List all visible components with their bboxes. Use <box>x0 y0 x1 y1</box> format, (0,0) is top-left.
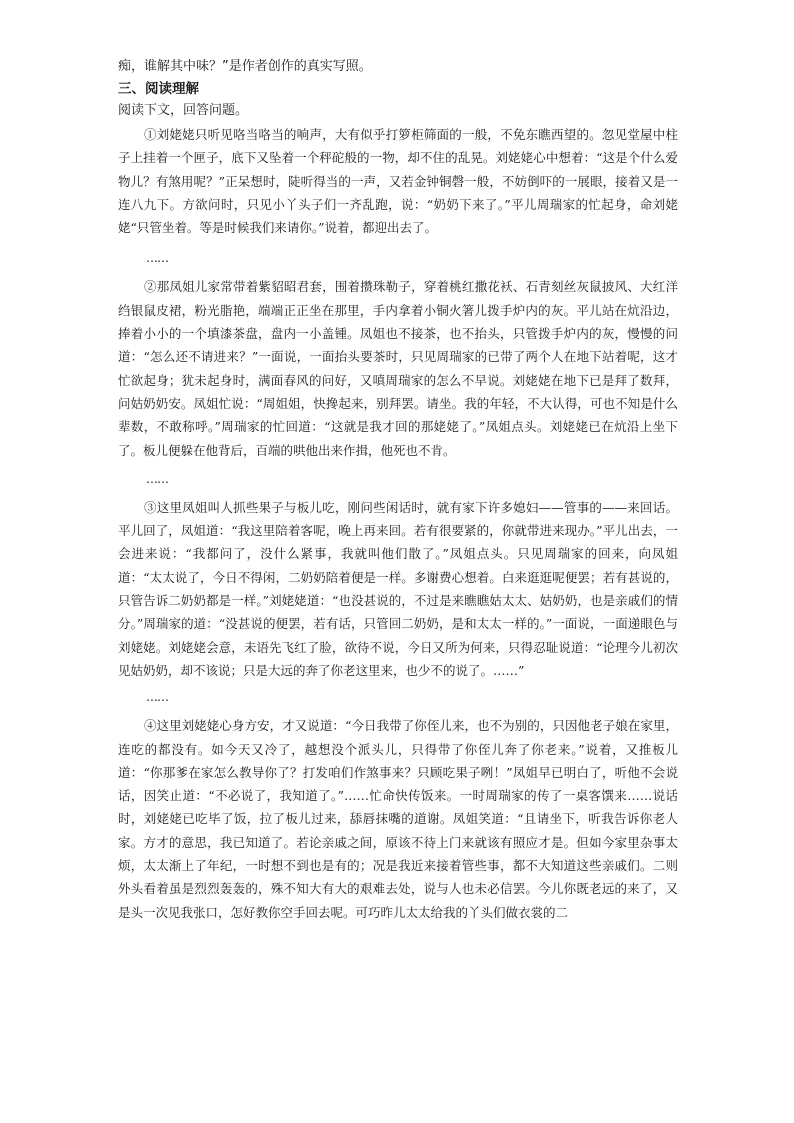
paragraph-2: ②那凤姐儿家常带着紫貂昭君套，围着攒珠勒子，穿着桃红撒花袄、石青刻丝灰鼠披风、大红洋绉银鼠皮裙，粉光脂艳，端端正正坐在那里，手内拿着小铜火箸儿拨手炉内的灰。平儿站在炕沿边，捧着小小的一个填漆茶盘，盘内一小盖锺。凤姐也不接茶，也不抬头，只管拨手炉内的灰，慢慢的问道：“怎么还不请进来？”一面说，一面抬头要茶时，只见周瑞家的已带了两个人在地下站着呢，这才忙欲起身；犹未起身时，满面春风的问好，又嗔周瑞家的怎么不早说。刘姥姥在地下已是拜了数拜，问姑奶奶安。凤姐忙说：“周姐姐，快搀起来，别拜罢。请坐。我的年轻，不大认得，可也不知是什么辈数，不敢称呼。”周瑞家的忙回道：“这就是我才回的那姥姥了。”凤姐点头。刘姥姥已在炕沿上坐下了。板儿便躲在他背后，百端的哄他出来作揖，他死也不肯。 <box>118 279 678 458</box>
ellipsis-1: …… <box>146 251 168 266</box>
document-page <box>118 56 678 924</box>
intro-tail-line: 痴，谁解其中味？”是作者创作的真实写照。 <box>118 59 372 74</box>
paragraph-3: ③这里凤姐叫人抓些果子与板儿吃，刚问些闲话时，就有家下许多媳妇——管事的——来回话。平儿回了，凤姐道：“我这里陪着客呢，晚上再来回。若有很要紧的，你就带进来现办。”平儿出去，一会进来说：“我都问了，没什么紧事，我就叫他们散了。”凤姐点头。只见周瑞家的回来，向凤姐道：“太太说了，今日不得闲，二奶奶陪着便是一样。多谢费心想着。白来逛逛呢便罢；若有甚说的，只管告诉二奶奶都是一样。”刘姥姥道：“也没甚说的，不过是来瞧瞧姑太太、姑奶奶，也是亲戚们的情分。”周瑞家的道：“没甚说的便罢，若有话，只管回二奶奶，是和太太一样的。”一面说，一面递眼色与刘姥姥。刘姥姥会意，未语先飞红了脸，欲待不说，今日又所为何来，只得忍耻说道：“论理今儿初次见姑奶奶，却不该说；只是大远的奔了你老这里来，也少不的说了。……” <box>118 499 678 678</box>
paragraph-4: ④这里刘姥姥心身方安，才又说道：“今日我带了你侄儿来，也不为别的，只因他老子娘在家里，连吃的都没有。如今天又冷了，越想没个派头儿，只得带了你侄儿奔了你老来。”说着，又推板儿道：“你那爹在家怎么教导你了？打发咱们作煞事来？只顾吃果子咧！”凤姐早已明白了，听他不会说话，因笑止道：“不必说了，我知道了。”……忙命快传饭来。一时周瑞家的传了一桌客馔来……说话时，刘姥姥已吃毕了饭，拉了板儿过来，舔唇抹嘴的道谢。凤姐笑道：“且请坐下，听我告诉你老人家。方才的意思，我已知道了。若论亲戚之间，原该不待上门来就该有照应才是。但如今家里杂事太烦，太太渐上了年纪，一时想不到也是有的；况是我近来接着管些事，都不大知道这些亲戚们。二则外头看着虽是烈烈轰轰的，殊不知大有大的艰难去处，说与人也未必信罢。今儿你既老远的来了，又是头一次见我张口，怎好教你空手回去呢。可巧昨儿太太给我的丫头们做衣裳的二 <box>118 718 678 920</box>
section-heading: 三、阅读理解 <box>118 81 199 97</box>
instruction-line: 阅读下文，回答问题。 <box>118 103 249 118</box>
paragraph-1: ①刘姥姥只听见咯当咯当的响声，大有似乎打箩柜筛面的一般，不免东瞧西望的。忽见堂屋中柱子上挂着一个匣子，底下又坠着一个秤砣般的一物，却不住的乱晃。刘姥姥心中想着：“这是个什么爱物儿？有煞用呢？”正呆想时，陡听得当的一声，又若金钟铜磬一般，不妨倒吓的一展眼，接着又是一连八九下。方欲问时，只见小丫头子们一齐乱跑，说：“奶奶下来了。”平儿周瑞家的忙起身，命刘姥姥“只管坐着。等是时候我们来请你。”说着，都迎出去了。 <box>118 127 678 236</box>
ellipsis-2: …… <box>146 471 168 486</box>
ellipsis-3: …… <box>146 690 168 705</box>
